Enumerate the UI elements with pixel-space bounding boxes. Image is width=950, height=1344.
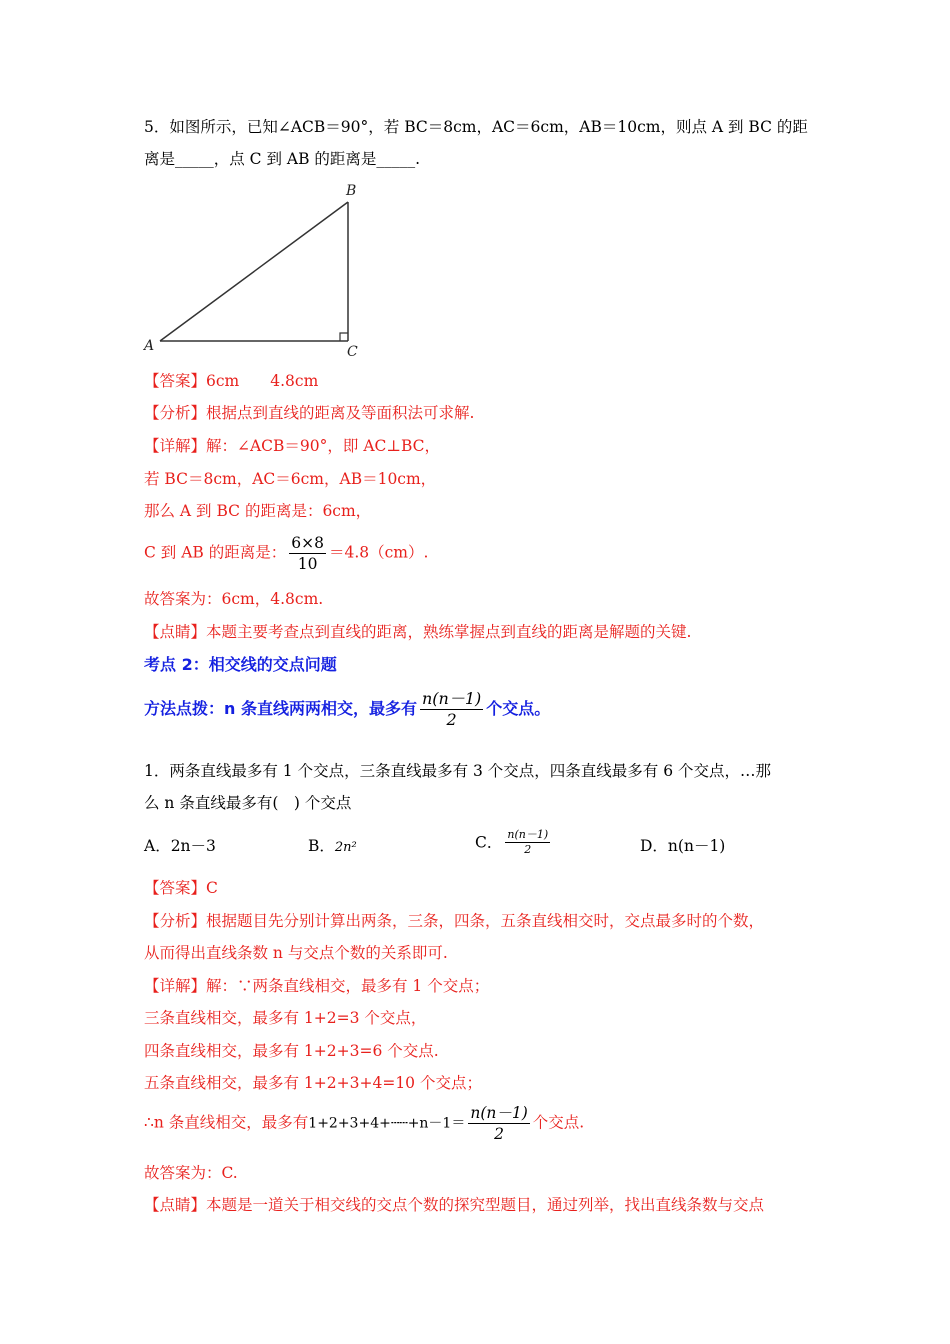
ans1-detail-5-expr: 1+2+3+4+┄┄+n－1＝: [308, 1115, 466, 1132]
ans1-comment: 【点睛】本题是一道关于相交线的交点个数的探究型题目，通过列举，找出直线条数与交点: [144, 1196, 765, 1214]
choice-c-denominator: 2: [524, 843, 532, 856]
ans1-answer: 【答案】C: [144, 879, 218, 897]
ans1-fraction-denominator: 2: [494, 1125, 504, 1143]
ans5-analysis: 【分析】根据点到直线的距离及等面积法可求解.: [144, 404, 475, 422]
choice-c[interactable]: [475, 828, 553, 857]
ans1-detail-2: 三条直线相交，最多有 1+2=3 个交点，: [144, 1009, 427, 1027]
ans5-comment: 【点睛】本题主要考查点到直线的距离，熟练掌握点到直线的距离是解题的关键.: [144, 623, 692, 641]
triangle-figure: [140, 178, 370, 363]
method-tip-pre: 方法点拨：n 条直线两两相交，最多有: [144, 699, 417, 718]
ans1-detail-5-pre: ∴n 条直线相交，最多有: [144, 1113, 309, 1132]
ans1-analysis-1: 【分析】根据题目先分别计算出两条，三条，四条，五条直线相交时，交点最多时的个数，: [144, 912, 765, 930]
choice-c-label: C．: [475, 833, 503, 852]
choice-c-fraction: [505, 828, 550, 857]
ans1-detail-5: [144, 1103, 584, 1144]
method-tip-post: 个交点。: [486, 699, 551, 718]
method-fraction-numerator: n(n－1): [421, 689, 482, 708]
ans5-detail-1: 【详解】解：∠ACB＝90°，即 AC⊥BC，: [144, 437, 440, 455]
ans1-detail-1: 【详解】解：∵两条直线相交，最多有 1 个交点；: [144, 977, 490, 995]
choice-d[interactable]: D．n(n－1): [640, 837, 726, 855]
ans1-analysis-2: 从而得出直线条数 n 与交点个数的关系即可.: [144, 944, 448, 962]
ans5-detail-3: 那么 A 到 BC 的距离是：6cm，: [144, 502, 372, 520]
ans1-fraction: [468, 1103, 529, 1144]
section-title: 考点 2：相交线的交点问题: [144, 655, 337, 674]
choice-b-label: B．: [308, 837, 335, 855]
fraction-numerator: 6×8: [291, 534, 324, 552]
right-angle-mark: [340, 333, 348, 341]
q1-line-2: 么 n 条直线最多有( ) 个交点: [144, 794, 352, 812]
ans5-answer: 【答案】6cm 4.8cm: [144, 372, 319, 390]
method-fraction-denominator: 2: [446, 710, 457, 729]
method-fraction: [420, 689, 483, 730]
ans5-detail-4-post: ＝4.8（cm）.: [328, 543, 429, 562]
q1-line-1: 1．两条直线最多有 1 个交点，三条直线最多有 3 个交点，四条直线最多有 6 个交点，…那: [144, 762, 772, 780]
choice-c-numerator: n(n－1): [507, 828, 549, 841]
ans1-final: 故答案为：C.: [144, 1164, 238, 1182]
q5-line-1: 5．如图所示，已知∠ACB＝90°，若 BC＝8cm，AC＝6cm，AB＝10cm，则点 A 到 BC 的距: [144, 118, 808, 136]
fraction-denominator: 10: [297, 555, 318, 573]
ans1-fraction-numerator: n(n－1): [470, 1104, 528, 1122]
ans1-detail-5-post: 个交点.: [532, 1113, 585, 1132]
label-c: C: [347, 344, 358, 360]
label-a: A: [144, 338, 155, 354]
side-ab: [160, 202, 348, 341]
method-tip: [144, 689, 550, 730]
choice-b-value: 2n²: [334, 840, 357, 855]
ans1-detail-4: 五条直线相交，最多有 1+2+3+4=10 个交点；: [144, 1074, 482, 1092]
q5-line-2: 离是_____，点 C 到 AB 的距离是_____.: [144, 150, 421, 168]
ans5-detail-2: 若 BC＝8cm，AC＝6cm，AB＝10cm，: [144, 470, 437, 488]
ans1-detail-3: 四条直线相交，最多有 1+2+3=6 个交点.: [144, 1042, 439, 1060]
ans5-detail-4: [144, 533, 428, 574]
fraction-6x8-over-10: [289, 533, 326, 574]
ans5-detail-4-pre: C 到 AB 的距离是：: [144, 543, 287, 562]
label-b: B: [346, 183, 357, 199]
ans5-final: 故答案为：6cm，4.8cm.: [144, 590, 324, 608]
choice-a[interactable]: A．2n－3: [144, 837, 216, 855]
choice-b[interactable]: [308, 835, 357, 859]
